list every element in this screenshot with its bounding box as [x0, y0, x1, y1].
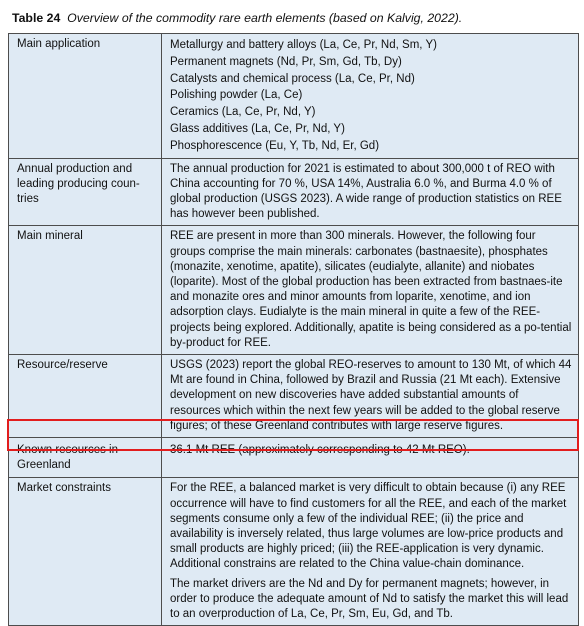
application-item: Permanent magnets (Nd, Pr, Sm, Gd, Tb, Dy) — [170, 55, 402, 68]
rare-earth-table — [8, 33, 579, 626]
row-label: Main mineral — [9, 226, 162, 355]
row-value — [162, 158, 579, 226]
row-value — [162, 355, 579, 438]
row-text: 36.1 Mt REE (approximately corresponding to 42 Mt REO). — [170, 444, 470, 457]
row-label: Annual production and leading producing coun-tries — [9, 158, 162, 226]
row-value — [162, 438, 579, 478]
table-row-main-application — [9, 34, 579, 159]
row-text: USGS (2023) report the global REO-reserves to amount to 130 Mt, of which 44 Mt are found in China, followed by Brazil and Russia (21 Mt each). Extensive development on new discoveries have added substantial amounts of resources which within the next few years will be added to the global reserve figures; of these Greenland contributes with large reserve figures. — [170, 359, 572, 432]
table-title: Overview of the commodity rare earth elements (based on Kalvig, 2022). — [67, 11, 463, 25]
application-item: Ceramics (La, Ce, Pr, Nd, Y) — [170, 106, 316, 119]
row-value — [162, 226, 579, 355]
row-label: Main application — [9, 34, 162, 159]
table-number: Table 24 — [12, 11, 61, 25]
application-list — [162, 34, 579, 159]
application-item: Glass additives (La, Ce, Pr, Nd, Y) — [170, 122, 345, 135]
row-text: REE are present in more than 300 minerals. However, the following four groups comprise the main minerals: carbonates (bastnaesite), phosphates (monazite, xenotime, apatite), silicates (eudialyte, allanite) and niobates (loparite). Most of the global production has been extracted from bastnaes-ite and monazite ores and minor amounts from loparite, xenotime, and ion adsorption clays. Eudialyte is the main mineral in quite a few of the REE-projects being explored. Additionally, apatite is being considered as a po-tential by-product for REE. — [170, 230, 572, 349]
table-row-main-mineral — [9, 226, 579, 355]
application-item: Polishing powder (La, Ce) — [170, 89, 303, 102]
row-text: The market drivers are the Nd and Dy for permanent magnets; however, in order to produce the adequate amount of Nd to satisfy the market this will lead to an overproduction of La, Ce, Pr, Sm, Eu, Gd, and Tb. — [170, 577, 569, 621]
application-item: Catalysts and chemical process (La, Ce, Pr, Nd) — [170, 72, 415, 85]
table-caption — [12, 11, 462, 26]
row-text: For the REE, a balanced market is very difficult to obtain because (i) any REE occurrence will have to find customers for all the REE, and each of the market segments consume only a few of the individual REE; (ii) the price and availability is inversely related, thus large volumes are low-price products and small products are highly priced; (iii) the REE-application is very dynamic. Additional constrains are related to the China value-chain dominance. — [170, 482, 567, 571]
application-item: Phosphorescence (Eu, Y, Tb, Nd, Er, Gd) — [170, 139, 380, 152]
row-label: Resource/reserve — [9, 355, 162, 438]
table-row-known-resources — [9, 438, 579, 478]
application-item: Metallurgy and battery alloys (La, Ce, Pr, Nd, Sm, Y) — [170, 39, 437, 51]
table-row-resource-reserve — [9, 355, 579, 438]
table-row-annual-production — [9, 158, 579, 226]
row-label: Market constraints — [9, 478, 162, 626]
row-label: Known resources in Greenland — [9, 438, 162, 478]
row-value — [162, 478, 579, 626]
table-row-market-constraints — [9, 478, 579, 626]
row-text: The annual production for 2021 is estimated to about 300,000 t of REO with China accounting for 70 %, USA 14%, Australia 6.0 %, and Burma 4.0 % of global production (USGS 2023). A wide range of production statistics on REE has however been published. — [170, 162, 562, 221]
